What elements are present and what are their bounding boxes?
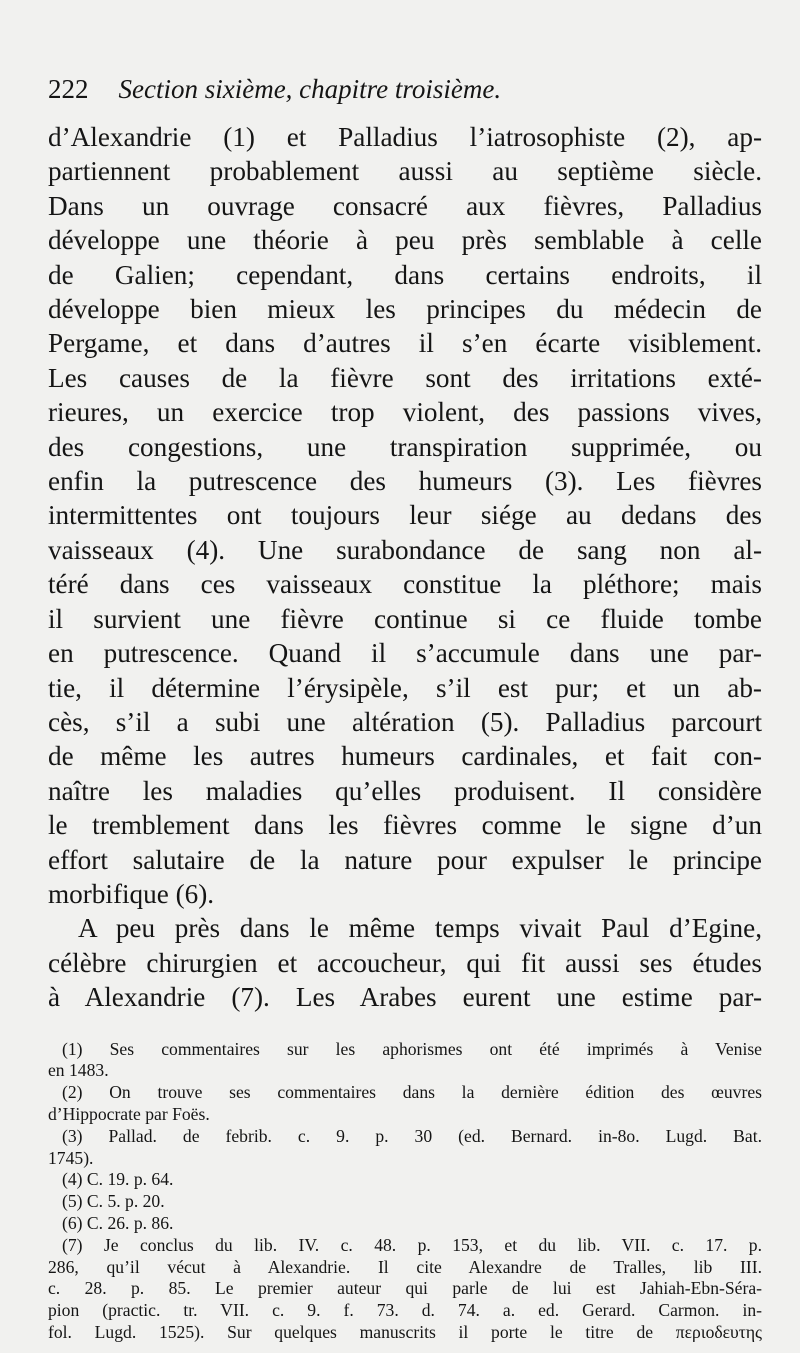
text-line: à Alexandrie (7). Les Arabes eurent une estime par- <box>48 982 762 1013</box>
footnote-line: 1745). <box>48 1147 94 1168</box>
footnote-line: (7) Je conclus du lib. IV. c. 48. p. 153, et du lib. VII. c. 17. p. <box>62 1234 762 1255</box>
footnote-line: (2) On trouve ses commentaires dans la dernière édition des œuvres <box>62 1082 762 1103</box>
text-line: A peu près dans le même temps vivait Paul d’Egine, <box>78 913 762 944</box>
footnote-line: (5) C. 5. p. 20. <box>62 1191 165 1212</box>
footnote-line: 286, qu’il vécut à Alexandrie. Il cite Alexandre de Tralles, lib III. <box>48 1256 762 1277</box>
text-line: vaisseaux (4). Une surabondance de sang non al- <box>48 534 762 565</box>
text-line: tie, il détermine l’érysipèle, s’il est pur; et un ab- <box>48 672 762 703</box>
footnote-line: (3) Pallad. de febrib. c. 9. p. 30 (ed. Bernard. in-8o. Lugd. Bat. <box>62 1125 762 1146</box>
text-line: enfin la putrescence des humeurs (3). Les fièvres <box>48 466 762 497</box>
text-line: cès, s’il a subi une altération (5). Palladius parcourt <box>48 706 762 737</box>
page-header <box>48 74 762 112</box>
footnote-line: (4) C. 19. p. 64. <box>62 1169 174 1190</box>
text-line: célèbre chirurgien et accoucheur, qui fit aussi ses études <box>48 947 762 978</box>
footnote-line: c. 28. p. 85. Le premier auteur qui parle de lui est Jahiah-Ebn-Séra- <box>48 1278 762 1299</box>
text-line: en putrescence. Quand il s’accumule dans une par- <box>48 638 762 669</box>
text-line: le tremblement dans les fièvres comme le signe d’un <box>48 810 762 841</box>
text-line: téré dans ces vaisseaux constitue la pléthore; mais <box>48 569 762 600</box>
text-line: Les causes de la fièvre sont des irritations exté- <box>48 362 762 393</box>
footnote-line: d’Hippocrate par Foës. <box>48 1103 210 1124</box>
text-line: naître les maladies qu’elles produisent. Il considère <box>48 775 762 806</box>
text-line: d’Alexandrie (1) et Palladius l’iatrosophiste (2), ap- <box>48 122 762 152</box>
text-line: développe bien mieux les principes du médecin de <box>48 294 762 325</box>
footnote-line: en 1483. <box>48 1060 109 1081</box>
text-line: de Galien; cependant, dans certains endroits, il <box>48 259 762 290</box>
text-line: il survient une fièvre continue si ce fluide tombe <box>48 603 762 634</box>
text-line: de même les autres humeurs cardinales, et fait con- <box>48 741 762 772</box>
text-line: rieures, un exercice trop violent, des passions vives, <box>48 397 762 428</box>
body-text <box>48 120 762 1015</box>
footnotes <box>48 1039 762 1344</box>
footnote-line: (6) C. 26. p. 86. <box>62 1212 174 1233</box>
page-number: 222 <box>48 74 89 104</box>
text-line: morbifique (6). <box>48 878 215 909</box>
text-line: des congestions, une transpiration supprimée, ou <box>48 431 762 462</box>
running-title: Section sixième, chapitre troisième. <box>118 74 502 104</box>
text-line: Dans un ouvrage consacré aux fièvres, Palladius <box>48 190 762 221</box>
text-line: effort salutaire de la nature pour expulser le principe <box>48 844 762 875</box>
text-line: intermittentes ont toujours leur siége au dedans des <box>48 500 762 531</box>
footnote-line: pion (practic. tr. VII. c. 9. f. 73. d. 74. a. ed. Gerard. Carmon. in- <box>48 1300 762 1321</box>
footnote-line: fol. Lugd. 1525). Sur quelques manuscrits il porte le titre de περιοδευτης <box>48 1321 762 1342</box>
footnote-line: (1) Ses commentaires sur les aphorismes ont été imprimés à Venise <box>62 1038 762 1059</box>
text-line: partiennent probablement aussi au septième siècle. <box>48 156 762 187</box>
text-line: Pergame, et dans d’autres il s’en écarte visiblement. <box>48 328 762 359</box>
text-line: développe une théorie à peu près semblable à celle <box>48 225 762 256</box>
